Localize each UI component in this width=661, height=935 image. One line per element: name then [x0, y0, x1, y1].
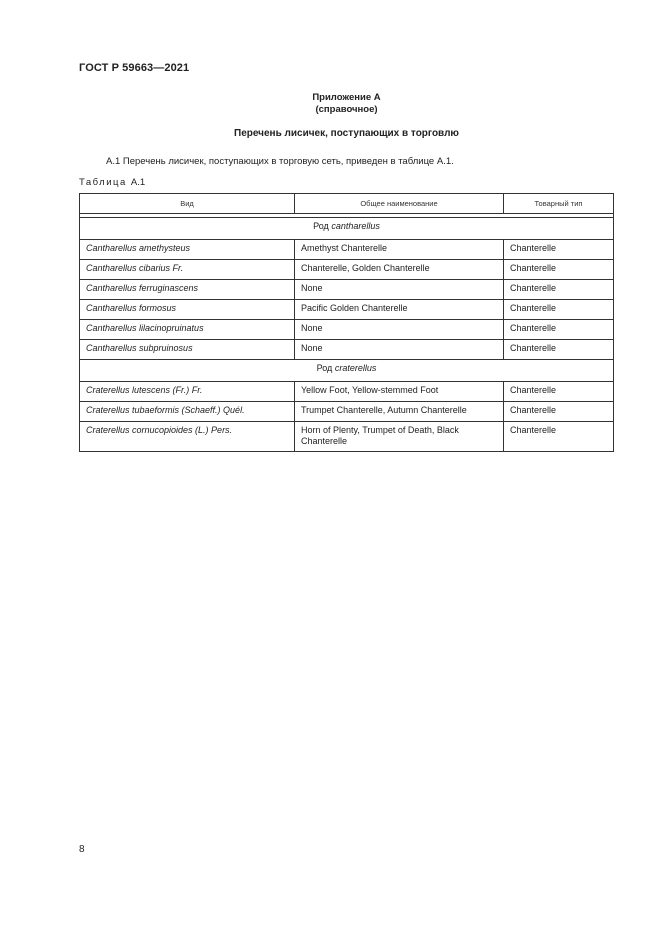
table-caption-label: Таблица: [79, 177, 127, 188]
genus-row: [80, 218, 614, 240]
chanterelle-table: [79, 193, 614, 452]
species-cell: Cantharellus amethysteus: [80, 240, 295, 260]
page-number: 8: [79, 844, 85, 855]
commodity-type-cell: Chanterelle: [504, 280, 614, 300]
intro-paragraph: А.1 Перечень лисичек, поступающих в торговую сеть, приведен в таблице А.1.: [106, 156, 454, 167]
table-row: [80, 422, 614, 452]
commodity-type-cell: Chanterelle: [504, 260, 614, 280]
commodity-type-cell: Chanterelle: [504, 320, 614, 340]
table-row: [80, 340, 614, 360]
common-name-cell: Chanterelle, Golden Chanterelle: [295, 260, 504, 280]
appendix-title: Приложение А: [312, 92, 381, 103]
species-cell: Craterellus cornucopioides (L.) Pers.: [80, 422, 295, 452]
genus-prefix: Род: [313, 221, 329, 231]
table-row: [80, 402, 614, 422]
commodity-type-cell: Chanterelle: [504, 382, 614, 402]
document-code: ГОСТ Р 59663—2021: [79, 62, 190, 74]
commodity-type-cell: Chanterelle: [504, 422, 614, 452]
commodity-type-cell: Chanterelle: [504, 402, 614, 422]
appendix-subtitle: (справочное): [315, 104, 378, 115]
genus-row: [80, 360, 614, 382]
table-caption: [79, 177, 145, 188]
species-cell: Cantharellus formosus: [80, 300, 295, 320]
species-cell: Cantharellus cibarius Fr.: [80, 260, 295, 280]
common-name-cell: None: [295, 320, 504, 340]
table-row: [80, 320, 614, 340]
common-name-cell: Pacific Golden Chanterelle: [295, 300, 504, 320]
table-row: [80, 280, 614, 300]
table-row: [80, 240, 614, 260]
common-name-cell: Trumpet Chanterelle, Autumn Chanterelle: [295, 402, 504, 422]
species-cell: Craterellus tubaeformis (Schaeff.) Quél.: [80, 402, 295, 422]
common-name-cell: Yellow Foot, Yellow-stemmed Foot: [295, 382, 504, 402]
species-cell: Craterellus lutescens (Fr.) Fr.: [80, 382, 295, 402]
table-header-row: [80, 194, 614, 214]
genus-label: [80, 218, 614, 240]
commodity-type-cell: Chanterelle: [504, 340, 614, 360]
table-row: [80, 260, 614, 280]
column-header-common-name: Общее наименование: [295, 194, 504, 214]
species-cell: Cantharellus lilacinopruinatus: [80, 320, 295, 340]
column-header-commodity-type: Товарный тип: [504, 194, 614, 214]
genus-prefix: Род: [316, 363, 333, 373]
table-row: [80, 300, 614, 320]
table-row: [80, 382, 614, 402]
common-name-cell: None: [295, 280, 504, 300]
common-name-cell: None: [295, 340, 504, 360]
section-title: Перечень лисичек, поступающих в торговлю: [234, 128, 459, 139]
genus-label: [80, 360, 614, 382]
column-header-species: Вид: [80, 194, 295, 214]
common-name-cell: Horn of Plenty, Trumpet of Death, Black Chanterelle: [295, 422, 504, 452]
common-name-cell: Amethyst Chanterelle: [295, 240, 504, 260]
commodity-type-cell: Chanterelle: [504, 300, 614, 320]
table-caption-number: А.1: [130, 177, 146, 188]
species-cell: Cantharellus ferruginascens: [80, 280, 295, 300]
genus-name: cantharellus: [331, 221, 380, 231]
genus-name: craterellus: [334, 363, 377, 373]
species-cell: Cantharellus subpruinosus: [80, 340, 295, 360]
commodity-type-cell: Chanterelle: [504, 240, 614, 260]
